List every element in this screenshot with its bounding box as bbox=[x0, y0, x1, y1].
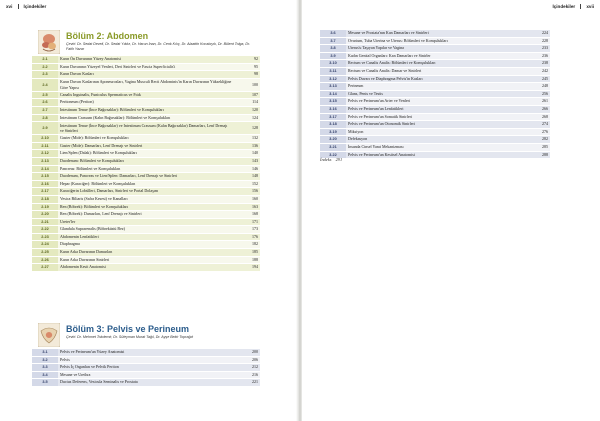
entry-page: 274 bbox=[524, 121, 550, 129]
entry-number: 2.23 bbox=[32, 233, 58, 241]
entry-number: 2.21 bbox=[32, 218, 58, 226]
entry-page: 256 bbox=[524, 90, 550, 98]
entry-number: 3.20 bbox=[320, 136, 346, 144]
entry-number: 2.22 bbox=[32, 226, 58, 234]
pelvis-anatomy-icon bbox=[38, 323, 60, 347]
entry-number: 2.11 bbox=[32, 142, 58, 150]
entry-title: Intestinum Tenue (İnce Bağırsaklar) ve Intestinum Crassum (Kalın Bağırsaklar) Damarları, Lenf Drenajı ve Sinirleri bbox=[58, 122, 234, 135]
toc-row[interactable] bbox=[32, 349, 260, 356]
entry-page: 176 bbox=[234, 233, 260, 241]
entry-page: 124 bbox=[234, 114, 260, 122]
entry-number: 3.3 bbox=[32, 364, 58, 372]
toc-row[interactable] bbox=[320, 105, 550, 113]
right-page bbox=[302, 0, 600, 421]
entry-title: Pelvis ve Perineum'un Otonomik Sinirleri bbox=[346, 121, 524, 129]
toc-row[interactable] bbox=[320, 37, 550, 45]
toc-row[interactable] bbox=[32, 106, 260, 114]
entry-page: 100 bbox=[234, 78, 260, 91]
entry-number: 2.7 bbox=[32, 106, 58, 114]
toc-row[interactable] bbox=[320, 128, 550, 136]
entry-number: 2.12 bbox=[32, 150, 58, 158]
toc-row[interactable] bbox=[320, 67, 550, 75]
toc-row[interactable] bbox=[32, 180, 260, 188]
entry-number: 3.5 bbox=[32, 379, 58, 387]
entry-title: Gaster (Mide): Damarları, Lenf Drenajı ve Sinirleri bbox=[58, 142, 234, 150]
entry-page: 128 bbox=[234, 122, 260, 135]
left-page-number: xvi bbox=[6, 4, 13, 9]
entry-title: Rectum ve Canalis Analis: Damar ve Sinirleri bbox=[346, 67, 524, 75]
entry-number: 2.6 bbox=[32, 99, 58, 107]
toc-row[interactable] bbox=[32, 157, 260, 165]
toc-row[interactable] bbox=[32, 135, 260, 143]
entry-page: 148 bbox=[234, 173, 260, 181]
entry-number: 3.6 bbox=[320, 30, 346, 37]
entry-title: Vesica Biliaris (Safra Kesesi) ve Kanalları bbox=[58, 195, 234, 203]
entry-title: Pelvis İç Organları ve Pelvik Periton bbox=[58, 364, 234, 372]
index-label: İndeks bbox=[320, 157, 332, 162]
entry-page: 212 bbox=[234, 364, 260, 372]
toc-row[interactable] bbox=[32, 165, 260, 173]
entry-number: 2.3 bbox=[32, 71, 58, 79]
index-entry[interactable] bbox=[320, 157, 345, 162]
toc-row[interactable] bbox=[32, 63, 260, 71]
toc-row[interactable] bbox=[32, 78, 260, 91]
entry-page: 261 bbox=[524, 98, 550, 106]
entry-page: 98 bbox=[234, 71, 260, 79]
toc-row[interactable] bbox=[320, 121, 550, 129]
toc-row[interactable] bbox=[320, 151, 550, 159]
section-abdomen-header bbox=[38, 30, 260, 56]
left-page bbox=[0, 0, 298, 421]
entry-page: 171 bbox=[234, 218, 260, 226]
entry-number: 2.24 bbox=[32, 241, 58, 249]
entry-page: 228 bbox=[524, 37, 550, 45]
entry-number: 3.2 bbox=[32, 356, 58, 364]
entry-title: Glans, Penis ve Testis bbox=[346, 90, 524, 98]
toc-row[interactable] bbox=[32, 249, 260, 257]
entry-title: Perineum bbox=[346, 83, 524, 91]
toc-row[interactable] bbox=[32, 233, 260, 241]
entry-page: 95 bbox=[234, 63, 260, 71]
toc-row[interactable] bbox=[32, 241, 260, 249]
entry-title: Ren (Böbrek): Damarları, Lenf Drenajı ve Sinirleri bbox=[58, 211, 234, 219]
entry-number: 3.10 bbox=[320, 60, 346, 68]
entry-title: İnsanda Cinsel Yanıt Mekanizması bbox=[346, 143, 524, 151]
entry-number: 3.12 bbox=[320, 75, 346, 83]
entry-title: Hepar (Karaciğer): Bölümleri ve Komşulukları bbox=[58, 180, 234, 188]
abdomen-toc-table bbox=[32, 56, 260, 272]
left-running-header bbox=[6, 4, 46, 9]
toc-row[interactable] bbox=[32, 122, 260, 135]
entry-number: 3.15 bbox=[320, 98, 346, 106]
section-pelvis-continued bbox=[320, 30, 550, 159]
toc-row[interactable] bbox=[32, 142, 260, 150]
toc-row[interactable] bbox=[32, 173, 260, 181]
entry-page: 224 bbox=[524, 30, 550, 37]
entry-title: Lien/Splen (Dalak): Bölümleri ve Komşulukları bbox=[58, 150, 234, 158]
entry-number: 3.21 bbox=[320, 143, 346, 151]
entry-title: Pelvis bbox=[58, 356, 234, 364]
entry-page: 143 bbox=[234, 157, 260, 165]
toc-row[interactable] bbox=[32, 356, 260, 364]
entry-number: 2.10 bbox=[32, 135, 58, 143]
entry-number: 2.1 bbox=[32, 56, 58, 63]
entry-number: 2.14 bbox=[32, 165, 58, 173]
entry-number: 3.19 bbox=[320, 128, 346, 136]
entry-title: Intestinum Crassum (Kalın Bağırsaklar): Bölümleri ve Komşulukları bbox=[58, 114, 234, 122]
entry-number: 2.17 bbox=[32, 188, 58, 196]
entry-page: 221 bbox=[234, 379, 260, 387]
entry-number: 2.27 bbox=[32, 264, 58, 272]
entry-page: 132 bbox=[234, 135, 260, 143]
entry-page: 285 bbox=[524, 143, 550, 151]
entry-number: 3.18 bbox=[320, 121, 346, 129]
entry-title: Karın Duvarının Yüzeyel Venleri, Deri Sinirleri ve Fascia Superficialis'i bbox=[58, 63, 234, 71]
entry-number: 2.16 bbox=[32, 180, 58, 188]
entry-title: Pelvis ve Perineum'un Lenfatikleri bbox=[346, 105, 524, 113]
entry-title: Pelvis ve Perineum'un Kesitsel Anatomisi bbox=[346, 151, 524, 159]
entry-page: 266 bbox=[524, 105, 550, 113]
section-pelvis-title: Bölüm 3: Pelvis ve Perineum bbox=[66, 324, 190, 334]
toc-row[interactable] bbox=[320, 98, 550, 106]
toc-row[interactable] bbox=[320, 45, 550, 53]
entry-title: Glandula Suprarenalis (Böbreküstü Bez) bbox=[58, 226, 234, 234]
section-abdomen-authors: Çeviri: Dr. Sedat Develi, Dr. Sedat Yıldız, Dr. Harun İnan, Dr. Cenk Kılıç, Dr. Alaattin Kocabıyık, Dr. Bülent Tolga, Dr. Fatih Yazar bbox=[66, 42, 251, 51]
entry-number: 3.14 bbox=[320, 90, 346, 98]
toc-row[interactable] bbox=[320, 83, 550, 91]
toc-row[interactable] bbox=[32, 99, 260, 107]
entry-page: 114 bbox=[234, 99, 260, 107]
entry-title: Karın Arka Duvarının Damarları bbox=[58, 249, 234, 257]
entry-title: Pelvis ve Perineum'un Somatik Sinirleri bbox=[346, 113, 524, 121]
entry-number: 2.9 bbox=[32, 122, 58, 135]
entry-title: Peritoneum (Periton) bbox=[58, 99, 234, 107]
entry-page: 140 bbox=[234, 150, 260, 158]
entry-page: 276 bbox=[524, 128, 550, 136]
toc-row[interactable] bbox=[320, 143, 550, 151]
entry-number: 2.18 bbox=[32, 195, 58, 203]
pelvis-toc-table-continued bbox=[320, 30, 550, 159]
entry-title: Intestinum Tenue (İnce Bağırsaklar): Bölümleri ve Komşulukları bbox=[58, 106, 234, 114]
entry-title: Canalis Inguinalis, Funiculus Spermaticus ve Fıtık bbox=[58, 91, 234, 99]
toc-row[interactable] bbox=[32, 56, 260, 63]
entry-number: 2.8 bbox=[32, 114, 58, 122]
entry-page: 238 bbox=[524, 60, 550, 68]
entry-title: Karaciğerin Lobülleri, Damarları, Sinirleri ve Portal Dolaşım bbox=[58, 188, 234, 196]
section-pelvis-authors: Çeviri: Dr. Mehmet Tokdemir, Dr. Süleyman Murat Tağıl, Dr. Ayşe Bekir Toprağılı bbox=[66, 335, 194, 339]
toc-row[interactable] bbox=[320, 52, 550, 60]
entry-title: Kadın Genital Organları: Kan Damarları ve Sinirler bbox=[346, 52, 524, 60]
entry-page: 168 bbox=[234, 211, 260, 219]
entry-page: 194 bbox=[234, 264, 260, 272]
entry-page: 236 bbox=[524, 52, 550, 60]
entry-number: 2.25 bbox=[32, 249, 58, 257]
entry-page: 245 bbox=[524, 75, 550, 83]
entry-page: 206 bbox=[234, 356, 260, 364]
entry-page: 107 bbox=[234, 91, 260, 99]
entry-title: Karın Arka Duvarının Sinirleri bbox=[58, 256, 234, 264]
entry-page: 136 bbox=[234, 142, 260, 150]
entry-number: 2.26 bbox=[32, 256, 58, 264]
entry-number: 2.13 bbox=[32, 157, 58, 165]
toc-row[interactable] bbox=[32, 203, 260, 211]
toc-row[interactable] bbox=[32, 91, 260, 99]
entry-page: 152 bbox=[234, 180, 260, 188]
entry-number: 3.22 bbox=[320, 151, 346, 159]
abdomen-anatomy-icon bbox=[38, 30, 60, 54]
toc-row[interactable] bbox=[32, 226, 260, 234]
entry-title: Karın Duvarı Kaslarının Aponeurozları, Vagina Musculi Recti Abdominis'in Karın Duvarının Yüksekliğine Göre Yapısı bbox=[58, 78, 234, 91]
entry-title: Defekasyon bbox=[346, 136, 524, 144]
toc-row[interactable] bbox=[320, 90, 550, 98]
entry-number: 3.9 bbox=[320, 52, 346, 60]
toc-row[interactable] bbox=[32, 150, 260, 158]
toc-row[interactable] bbox=[32, 379, 260, 387]
entry-title: Pelvis Duvarı ve Diaphragma Pelvis'in Kasları bbox=[346, 75, 524, 83]
entry-title: Duodenum, Pancreas ve Lien/Splen: Damarları, Lenf Drenajı ve Sinirleri bbox=[58, 173, 234, 181]
entry-title: Ureter'ler bbox=[58, 218, 234, 226]
entry-title: Karın Duvarı Kasları bbox=[58, 71, 234, 79]
toc-row[interactable] bbox=[32, 218, 260, 226]
entry-number: 3.8 bbox=[320, 45, 346, 53]
toc-row[interactable] bbox=[32, 264, 260, 272]
entry-page: 216 bbox=[234, 371, 260, 379]
section-pelvis bbox=[38, 323, 260, 387]
entry-title: Abdomenin Lenfatikleri bbox=[58, 233, 234, 241]
right-page-number: xvii bbox=[586, 4, 594, 9]
entry-number: 3.7 bbox=[320, 37, 346, 45]
toc-row[interactable] bbox=[320, 75, 550, 83]
entry-page: 163 bbox=[234, 203, 260, 211]
pelvis-toc-table bbox=[32, 349, 260, 387]
entry-page: 156 bbox=[234, 188, 260, 196]
entry-title: Rectum ve Canalis Analis: Bölümleri ve Komşulukları bbox=[346, 60, 524, 68]
entry-page: 200 bbox=[234, 349, 260, 356]
entry-number: 3.16 bbox=[320, 105, 346, 113]
header-separator bbox=[580, 4, 581, 9]
toc-row[interactable] bbox=[32, 211, 260, 219]
toc-row[interactable] bbox=[32, 114, 260, 122]
entry-page: 146 bbox=[234, 165, 260, 173]
entry-page: 233 bbox=[524, 45, 550, 53]
entry-number: 3.11 bbox=[320, 67, 346, 75]
entry-title: Karın Ön Duvarının Yüzey Anatomisi bbox=[58, 56, 234, 63]
section-pelvis-header bbox=[38, 323, 260, 349]
entry-title: Uterus'u Taşıyan Yapılar ve Vagina bbox=[346, 45, 524, 53]
entry-title: Abdomenin Kesit Anatomisi bbox=[58, 264, 234, 272]
entry-number: 2.2 bbox=[32, 63, 58, 71]
entry-page: 160 bbox=[234, 195, 260, 203]
entry-title: Pelvis ve Perineum'un Yüzey Anatomisi bbox=[58, 349, 234, 356]
entry-title: Ovarium, Tuba Uterina ve Uterus: Bölümleri ve Komşulukları bbox=[346, 37, 524, 45]
entry-page: 242 bbox=[524, 67, 550, 75]
toc-row[interactable] bbox=[32, 371, 260, 379]
entry-title: Diaphragma bbox=[58, 241, 234, 249]
entry-page: 182 bbox=[234, 241, 260, 249]
entry-title: Ductus Deferens, Vesicula Seminalis ve Prostata bbox=[58, 379, 234, 387]
entry-page: 120 bbox=[234, 106, 260, 114]
entry-number: 2.19 bbox=[32, 203, 58, 211]
entry-number: 2.15 bbox=[32, 173, 58, 181]
right-running-header bbox=[552, 4, 594, 9]
entry-title: Duodenum: Bölümleri ve Komşulukları bbox=[58, 157, 234, 165]
entry-page: 92 bbox=[234, 56, 260, 63]
entry-page: 268 bbox=[524, 113, 550, 121]
left-header-title: İçindekiler bbox=[23, 4, 47, 9]
entry-page: 188 bbox=[234, 256, 260, 264]
right-header-title: İçindekiler bbox=[552, 4, 576, 9]
index-page: 291 bbox=[335, 157, 343, 162]
entry-title: Mesane ve Prostata'nın Kan Damarları ve Sinirleri bbox=[346, 30, 524, 37]
entry-number: 3.17 bbox=[320, 113, 346, 121]
toc-row[interactable] bbox=[320, 113, 550, 121]
entry-number: 3.4 bbox=[32, 371, 58, 379]
toc-row[interactable] bbox=[32, 71, 260, 79]
entry-number: 3.1 bbox=[32, 349, 58, 356]
entry-number: 2.4 bbox=[32, 78, 58, 91]
entry-title: Pelvis ve Perineum'un Arter ve Venleri bbox=[346, 98, 524, 106]
entry-title: Pancreas: Bölümleri ve Komşulukları bbox=[58, 165, 234, 173]
header-separator bbox=[18, 4, 19, 9]
entry-title: Ren (Böbrek): Bölümleri ve Komşulukları bbox=[58, 203, 234, 211]
entry-page: 248 bbox=[524, 83, 550, 91]
toc-row[interactable] bbox=[320, 136, 550, 144]
toc-row[interactable] bbox=[32, 364, 260, 372]
entry-page: 288 bbox=[524, 151, 550, 159]
entry-title: Mesane ve Urethra bbox=[58, 371, 234, 379]
entry-title: Gaster (Mide): Bölümleri ve Komşulukları bbox=[58, 135, 234, 143]
toc-row[interactable] bbox=[32, 195, 260, 203]
entry-page: 282 bbox=[524, 136, 550, 144]
toc-row[interactable] bbox=[32, 256, 260, 264]
entry-title: Miksiyon bbox=[346, 128, 524, 136]
entry-page: 173 bbox=[234, 226, 260, 234]
toc-row[interactable] bbox=[320, 60, 550, 68]
entry-number: 3.13 bbox=[320, 83, 346, 91]
section-abdomen bbox=[38, 30, 260, 272]
section-abdomen-title: Bölüm 2: Abdomen bbox=[66, 31, 149, 41]
entry-page: 185 bbox=[234, 249, 260, 257]
entry-number: 2.20 bbox=[32, 211, 58, 219]
toc-row[interactable] bbox=[320, 30, 550, 37]
entry-number: 2.5 bbox=[32, 91, 58, 99]
toc-row[interactable] bbox=[32, 188, 260, 196]
